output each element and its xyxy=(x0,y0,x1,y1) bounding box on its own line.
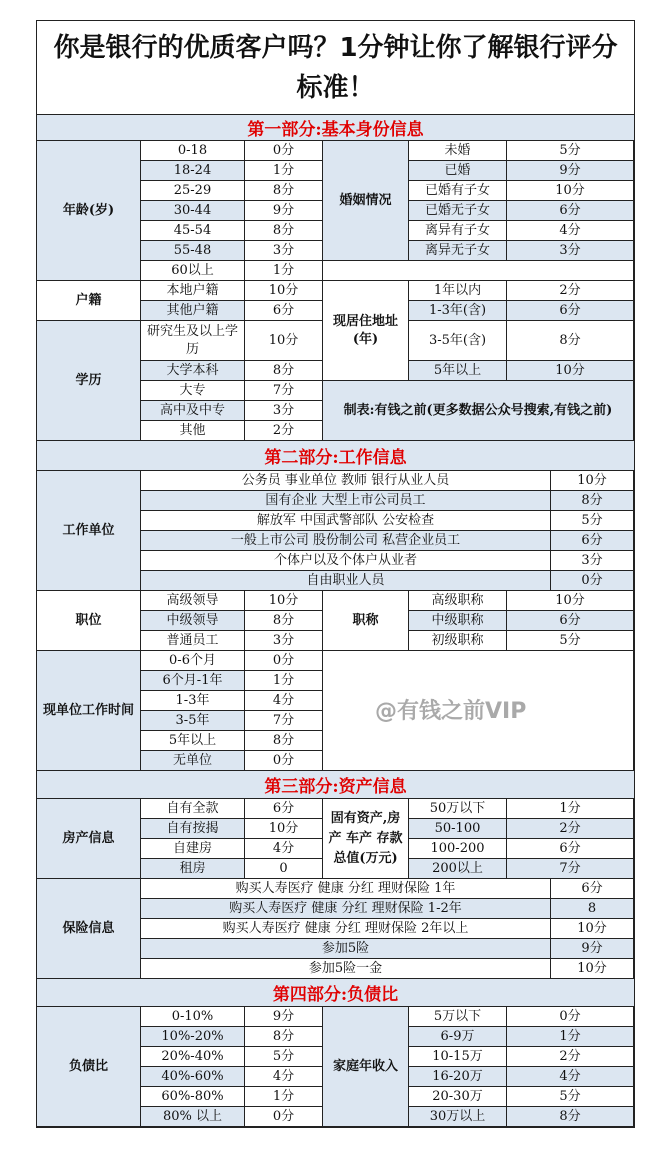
family-income-score: 0分 xyxy=(507,1007,634,1027)
age-score: 1分 xyxy=(245,161,323,181)
age-label: 年龄(岁) xyxy=(37,141,141,281)
insurance-type: 购买人寿医疗 健康 分红 理财保险 2年以上 xyxy=(141,919,551,939)
tenure-range: 5年以上 xyxy=(141,731,245,751)
debt-ratio-range: 0-10% xyxy=(141,1007,245,1027)
tenure-score: 1分 xyxy=(245,671,323,691)
insurance-type: 购买人寿医疗 健康 分红 理财保险 1-2年 xyxy=(141,899,551,919)
hukou-score: 10分 xyxy=(245,281,323,301)
marriage-status: 未婚 xyxy=(409,141,507,161)
education-level: 研究生及以上学历 xyxy=(141,321,245,361)
education-level: 其他 xyxy=(141,421,245,441)
residence-score: 10分 xyxy=(507,361,634,381)
position-level: 高级领导 xyxy=(141,591,245,611)
hukou-type: 其他户籍 xyxy=(141,301,245,321)
property-score: 4分 xyxy=(245,839,323,859)
employer-type: 一般上市公司 股份制公司 私营企业员工 xyxy=(141,531,551,551)
assets-label: 固有资产,房产 车产 存款总值(万元) xyxy=(323,799,409,879)
insurance-label: 保险信息 xyxy=(37,879,141,979)
assets-score: 1分 xyxy=(507,799,634,819)
education-level: 高中及中专 xyxy=(141,401,245,421)
property-type: 自建房 xyxy=(141,839,245,859)
marriage-score: 3分 xyxy=(507,241,634,261)
position-label: 职位 xyxy=(37,591,141,651)
employer-score: 8分 xyxy=(551,491,634,511)
position-level: 中级领导 xyxy=(141,611,245,631)
debt-ratio-range: 10%-20% xyxy=(141,1027,245,1047)
tenure-range: 无单位 xyxy=(141,751,245,771)
education-score: 10分 xyxy=(245,321,323,361)
employer-type: 公务员 事业单位 教师 银行从业人员 xyxy=(141,471,551,491)
title-rank-score: 6分 xyxy=(507,611,634,631)
age-range: 60以上 xyxy=(141,261,245,281)
employer-score: 5分 xyxy=(551,511,634,531)
position-level: 普通员工 xyxy=(141,631,245,651)
employer-score: 10分 xyxy=(551,471,634,491)
assets-range: 100-200 xyxy=(409,839,507,859)
table-credit-note: 制表:有钱之前(更多数据公众号搜索,有钱之前) xyxy=(323,381,634,441)
education-score: 2分 xyxy=(245,421,323,441)
debt-ratio-score: 1分 xyxy=(245,1087,323,1107)
hukou-type: 本地户籍 xyxy=(141,281,245,301)
property-score: 6分 xyxy=(245,799,323,819)
assets-range: 200以上 xyxy=(409,859,507,879)
education-score: 8分 xyxy=(245,361,323,381)
debt-ratio-score: 5分 xyxy=(245,1047,323,1067)
assets-score: 2分 xyxy=(507,819,634,839)
age-range: 0-18 xyxy=(141,141,245,161)
property-type: 租房 xyxy=(141,859,245,879)
age-score: 3分 xyxy=(245,241,323,261)
family-income-score: 8分 xyxy=(507,1107,634,1127)
employer-score: 6分 xyxy=(551,531,634,551)
age-range: 45-54 xyxy=(141,221,245,241)
debt-ratio-range: 60%-80% xyxy=(141,1087,245,1107)
family-income-range: 30万以上 xyxy=(409,1107,507,1127)
debt-ratio-range: 20%-40% xyxy=(141,1047,245,1067)
age-range: 55-48 xyxy=(141,241,245,261)
tenure-range: 6个月-1年 xyxy=(141,671,245,691)
education-score: 7分 xyxy=(245,381,323,401)
hukou-score: 6分 xyxy=(245,301,323,321)
property-type: 自有按揭 xyxy=(141,819,245,839)
education-label: 学历 xyxy=(37,321,141,441)
debt-ratio-score: 0分 xyxy=(245,1107,323,1127)
employer-score: 0分 xyxy=(551,571,634,591)
assets-range: 50-100 xyxy=(409,819,507,839)
assets-score: 6分 xyxy=(507,839,634,859)
insurance-score: 10分 xyxy=(551,959,634,979)
marriage-score: 4分 xyxy=(507,221,634,241)
education-score: 3分 xyxy=(245,401,323,421)
age-range: 25-29 xyxy=(141,181,245,201)
residence-range: 3-5年(含) xyxy=(409,321,507,361)
tenure-score: 0分 xyxy=(245,651,323,671)
age-range: 30-44 xyxy=(141,201,245,221)
insurance-type: 参加5险一金 xyxy=(141,959,551,979)
insurance-type: 购买人寿医疗 健康 分红 理财保险 1年 xyxy=(141,879,551,899)
title-rank-level: 中级职称 xyxy=(409,611,507,631)
marriage-score: 6分 xyxy=(507,201,634,221)
title-rank-level: 初级职称 xyxy=(409,631,507,651)
age-score: 8分 xyxy=(245,221,323,241)
property-type: 自有全款 xyxy=(141,799,245,819)
watermark: @有钱之前VIP xyxy=(375,699,527,724)
debt-ratio-score: 4分 xyxy=(245,1067,323,1087)
education-level: 大专 xyxy=(141,381,245,401)
employer-label: 工作单位 xyxy=(37,471,141,591)
section-header-basic: 第一部分:基本身份信息 xyxy=(37,115,634,141)
position-score: 10分 xyxy=(245,591,323,611)
family-income-range: 10-15万 xyxy=(409,1047,507,1067)
employer-type: 自由职业人员 xyxy=(141,571,551,591)
employer-type: 个体户以及个体户从业者 xyxy=(141,551,551,571)
residence-range: 1-3年(含) xyxy=(409,301,507,321)
tenure-range: 0-6个月 xyxy=(141,651,245,671)
family-income-range: 16-20万 xyxy=(409,1067,507,1087)
tenure-range: 3-5年 xyxy=(141,711,245,731)
title-rank-score: 5分 xyxy=(507,631,634,651)
marriage-score: 10分 xyxy=(507,181,634,201)
family-income-range: 20-30万 xyxy=(409,1087,507,1107)
family-income-score: 1分 xyxy=(507,1027,634,1047)
family-income-range: 6-9万 xyxy=(409,1027,507,1047)
employer-score: 3分 xyxy=(551,551,634,571)
residence-score: 2分 xyxy=(507,281,634,301)
score-table xyxy=(36,20,635,1128)
employer-type: 解放军 中国武警部队 公安检查 xyxy=(141,511,551,531)
insurance-score: 6分 xyxy=(551,879,634,899)
section-header-assets: 第三部分:资产信息 xyxy=(37,771,634,799)
marriage-status: 已婚有子女 xyxy=(409,181,507,201)
section-header-work: 第二部分:工作信息 xyxy=(37,441,634,471)
tenure-score: 8分 xyxy=(245,731,323,751)
family-income-score: 2分 xyxy=(507,1047,634,1067)
property-label: 房产信息 xyxy=(37,799,141,879)
marriage-status: 已婚无子女 xyxy=(409,201,507,221)
assets-score: 7分 xyxy=(507,859,634,879)
insurance-score: 8 xyxy=(551,899,634,919)
family-income-label: 家庭年收入 xyxy=(323,1007,409,1127)
residence-label: 现居住地址(年) xyxy=(323,281,409,381)
debt-ratio-range: 40%-60% xyxy=(141,1067,245,1087)
assets-range: 50万以下 xyxy=(409,799,507,819)
marriage-label: 婚姻情况 xyxy=(323,141,409,261)
marriage-status: 已婚 xyxy=(409,161,507,181)
insurance-score: 10分 xyxy=(551,919,634,939)
property-score: 10分 xyxy=(245,819,323,839)
tenure-score: 7分 xyxy=(245,711,323,731)
employer-type: 国有企业 大型上市公司员工 xyxy=(141,491,551,511)
tenure-score: 0分 xyxy=(245,751,323,771)
age-score: 9分 xyxy=(245,201,323,221)
blank-cell xyxy=(323,261,634,281)
age-score: 8分 xyxy=(245,181,323,201)
residence-score: 8分 xyxy=(507,321,634,361)
residence-range: 1年以内 xyxy=(409,281,507,301)
section-header-debt: 第四部分:负债比 xyxy=(37,979,634,1007)
residence-range: 5年以上 xyxy=(409,361,507,381)
family-income-range: 5万以下 xyxy=(409,1007,507,1027)
family-income-score: 5分 xyxy=(507,1087,634,1107)
title-rank-label: 职称 xyxy=(323,591,409,651)
insurance-type: 参加5险 xyxy=(141,939,551,959)
tenure-score: 4分 xyxy=(245,691,323,711)
age-score: 1分 xyxy=(245,261,323,281)
property-score: 0 xyxy=(245,859,323,879)
insurance-score: 9分 xyxy=(551,939,634,959)
marriage-score: 9分 xyxy=(507,161,634,181)
education-level: 大学本科 xyxy=(141,361,245,381)
debt-ratio-range: 80% 以上 xyxy=(141,1107,245,1127)
position-score: 8分 xyxy=(245,611,323,631)
age-score: 0分 xyxy=(245,141,323,161)
page-title: 你是银行的优质客户吗？1分钟让你了解银行评分标准！ xyxy=(37,21,634,115)
residence-score: 6分 xyxy=(507,301,634,321)
marriage-status: 离异有子女 xyxy=(409,221,507,241)
tenure-range: 1-3年 xyxy=(141,691,245,711)
marriage-status: 离异无子女 xyxy=(409,241,507,261)
hukou-label: 户籍 xyxy=(37,281,141,321)
age-range: 18-24 xyxy=(141,161,245,181)
tenure-label: 现单位工作时间 xyxy=(37,651,141,771)
marriage-score: 5分 xyxy=(507,141,634,161)
family-income-score: 4分 xyxy=(507,1067,634,1087)
title-rank-level: 高级职称 xyxy=(409,591,507,611)
debt-ratio-score: 8分 xyxy=(245,1027,323,1047)
debt-ratio-label: 负债比 xyxy=(37,1007,141,1127)
debt-ratio-score: 9分 xyxy=(245,1007,323,1027)
title-rank-score: 10分 xyxy=(507,591,634,611)
position-score: 3分 xyxy=(245,631,323,651)
